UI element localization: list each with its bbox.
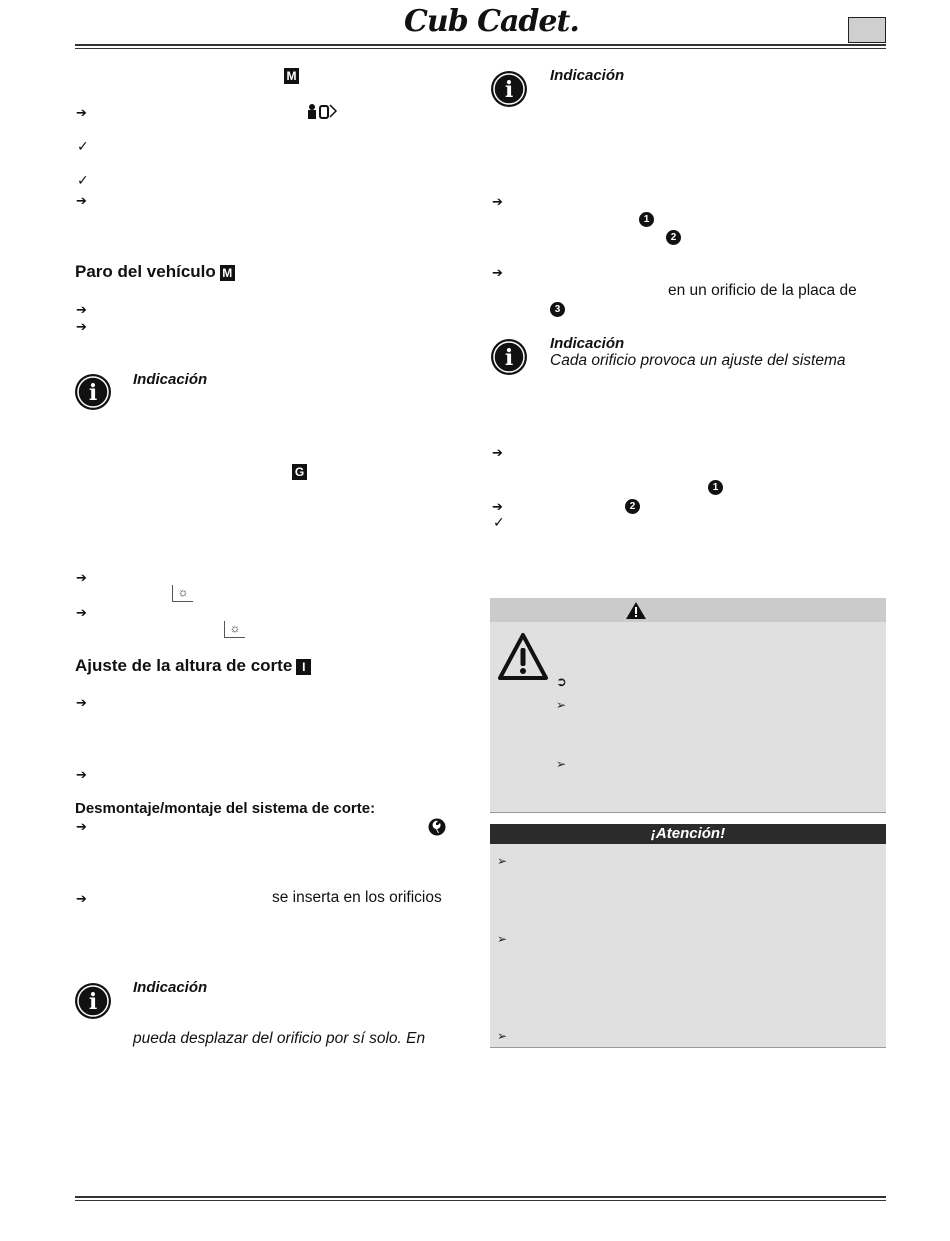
arrow-bullet-icon: ➔ — [76, 105, 87, 120]
attention-header: ¡Atención! — [490, 824, 886, 844]
section-heading-cut — [75, 656, 311, 676]
chevron-bullet-icon: ➢ — [556, 698, 567, 712]
svg-text:i: i — [504, 345, 514, 371]
language-tab — [848, 17, 886, 43]
arrow-bullet-icon: ➔ — [76, 767, 87, 782]
arrow-bullet-icon: ➔ — [76, 695, 87, 710]
arrow-bullet-icon: ➔ — [76, 570, 87, 585]
subheading-cutting-system: Desmontaje/montaje del sistema de corte: — [75, 800, 376, 817]
chevron-bullet-icon: ➢ — [497, 854, 508, 868]
brand-logo: Cub Cadet. — [404, 4, 579, 39]
hand-bullet-icon: ➲ — [556, 674, 567, 689]
chevron-bullet-icon: ➢ — [497, 1029, 508, 1043]
section-heading-cut-text: Ajuste de la altura de corte — [75, 656, 293, 675]
attention-box — [490, 824, 886, 1048]
svg-text:i: i — [504, 77, 514, 103]
arrow-bullet-icon: ➔ — [76, 302, 87, 317]
check-icon: ✓ — [493, 514, 505, 530]
note-title: Indicación — [133, 371, 208, 388]
arrow-bullet-icon: ➔ — [76, 891, 87, 906]
warning-triangle-icon — [625, 601, 647, 625]
note-title: Indicación — [550, 335, 625, 352]
section-heading-stop-text: Paro del vehículo — [75, 262, 216, 281]
svg-text:i: i — [88, 380, 98, 406]
note-title: Indicación — [133, 979, 208, 996]
callout-number: 1 — [639, 212, 654, 227]
symbol-i-badge: I — [296, 659, 311, 675]
callout-number: 2 — [625, 499, 640, 514]
info-icon — [490, 70, 526, 106]
check-icon: ✓ — [77, 138, 89, 154]
symbol-m-badge: M — [220, 265, 235, 281]
footer-rule-thin — [75, 1200, 886, 1201]
header-rule-thin — [75, 48, 886, 49]
light-icon: ☼ — [172, 585, 193, 602]
arrow-bullet-icon: ➔ — [76, 193, 87, 208]
light-icon: ☼ — [224, 621, 245, 638]
info-icon — [490, 338, 526, 374]
arrow-bullet-icon: ➔ — [76, 605, 87, 620]
warning-header — [490, 598, 886, 622]
footer-rule — [75, 1196, 886, 1198]
header-rule — [75, 44, 886, 46]
arrow-bullet-icon: ➔ — [492, 445, 503, 460]
section-heading-stop — [75, 262, 235, 282]
check-icon: ✓ — [77, 172, 89, 188]
arrow-bullet-icon: ➔ — [76, 819, 87, 834]
note-text: pueda desplazar del orificio por sí solo. En — [133, 1030, 426, 1047]
symbol-m-badge: M — [284, 68, 299, 84]
body-text-inserts: se inserta en los orificios — [272, 889, 442, 906]
child-lock-icon — [306, 103, 342, 124]
callout-number: 2 — [666, 230, 681, 245]
large-warning-icon — [497, 632, 549, 687]
chevron-bullet-icon: ➢ — [556, 757, 567, 771]
symbol-g-badge: G — [292, 464, 307, 480]
warning-box — [490, 598, 886, 813]
info-icon — [74, 982, 110, 1018]
body-text-plate: en un orificio de la placa de — [668, 282, 857, 299]
callout-number: 1 — [708, 480, 723, 495]
note-title: Indicación — [550, 67, 625, 84]
note-text: Cada orificio provoca un ajuste del sistema — [550, 352, 846, 369]
chevron-bullet-icon: ➢ — [497, 932, 508, 946]
wrench-icon — [428, 818, 446, 841]
callout-number: 3 — [550, 302, 565, 317]
arrow-bullet-icon: ➔ — [492, 265, 503, 280]
info-icon — [74, 373, 110, 409]
arrow-bullet-icon: ➔ — [76, 319, 87, 334]
arrow-bullet-icon: ➔ — [492, 194, 503, 209]
arrow-bullet-icon: ➔ — [492, 499, 503, 514]
svg-text:i: i — [88, 989, 98, 1015]
